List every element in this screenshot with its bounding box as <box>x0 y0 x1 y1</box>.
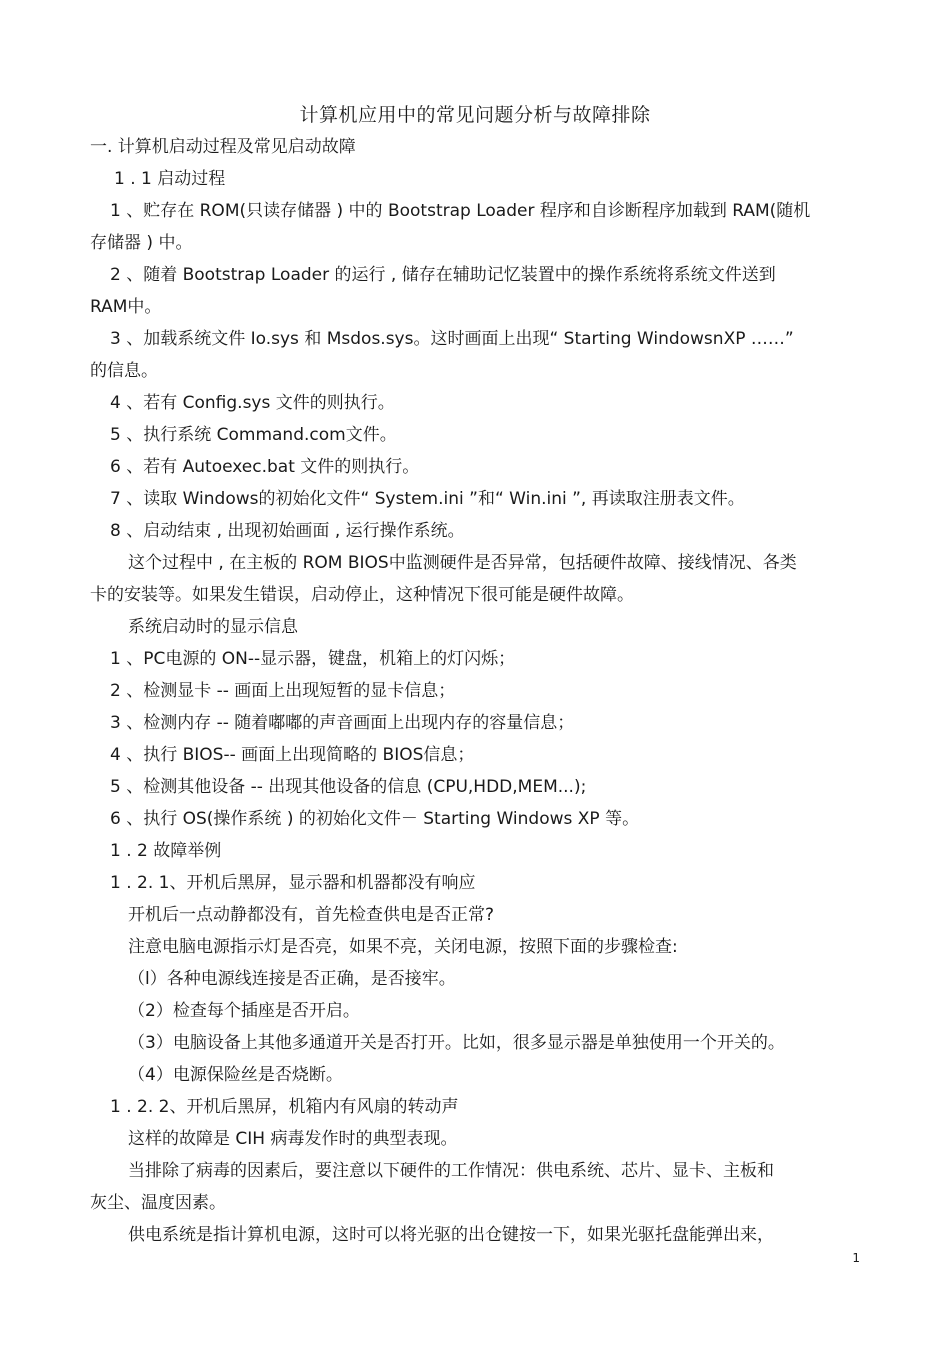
text-line: 灰尘、温度因素。 <box>90 1193 226 1213</box>
text-line: RAM中。 <box>90 297 162 317</box>
section-heading: 一. 计算机启动过程及常见启动故障 <box>90 137 356 157</box>
document-title: 计算机应用中的常见问题分析与故障排除 <box>299 104 651 126</box>
text-line: 系统启动时的显示信息 <box>128 617 298 637</box>
text-line: 这个过程中 , 在主板的 ROM BIOS中监测硬件是否异常，包括硬件故障、接线情况、各类 <box>128 553 797 573</box>
text-line: （l）各种电源线连接是否正确，是否接牢。 <box>128 969 456 989</box>
text-line: 供电系统是指计算机电源，这时可以将光驱的出仓键按一下，如果光驱托盘能弹出来， <box>128 1225 774 1245</box>
text-line: 4 、执行 BIOS-- 画面上出现简略的 BIOS信息； <box>110 745 475 765</box>
subsection-heading: 1 . 2. 2、开机后黑屏，机箱内有风扇的转动声 <box>110 1097 459 1117</box>
text-line: 7 、读取 Windows的初始化文件“ System.ini ”和“ Win.ini ”, 再读取注册表文件。 <box>110 489 745 509</box>
text-line: 存储器 ) 中。 <box>90 233 193 253</box>
text-line: 6 、执行 OS(操作系统 ) 的初始化文件－ Starting Windows XP 等。 <box>110 809 640 829</box>
text-line: 6 、若有 Autoexec.bat 文件的则执行。 <box>110 457 420 477</box>
text-line: 1 、贮存在 ROM(只读存储器 ) 中的 Bootstrap Loader 程序和自诊断程序加载到 RAM(随机 <box>110 201 811 221</box>
subsection-heading: 1 . 1 启动过程 <box>114 169 226 189</box>
text-line: 3 、加载系统文件 Io.sys 和 Msdos.sys。这时画面上出现“ Starting WindowsnXP ……” <box>110 329 794 349</box>
text-line: 的信息。 <box>90 361 158 381</box>
text-line: 5 、执行系统 Command.com文件。 <box>110 425 397 445</box>
text-line: 5 、检测其他设备 -- 出现其他设备的信息 (CPU,HDD,MEM...); <box>110 777 587 797</box>
subsection-heading: 1 . 2 故障举例 <box>110 841 222 861</box>
text-line: （2）检查每个插座是否开启。 <box>128 1001 360 1021</box>
text-line: 注意电脑电源指示灯是否亮，如果不亮，关闭电源，按照下面的步骤检查: <box>128 937 678 957</box>
text-line: 1 、PC电源的 ON--显示器，键盘，机箱上的灯闪烁； <box>110 649 516 669</box>
page-number: 1 <box>852 1251 860 1265</box>
text-line: （4）电源保险丝是否烧断。 <box>128 1065 343 1085</box>
text-line: 8 、启动结束 , 出现初始画面 , 运行操作系统。 <box>110 521 465 541</box>
text-line: 这样的故障是 CIH 病毒发作时的典型表现。 <box>128 1129 458 1149</box>
subsection-heading: 1 . 2. 1、开机后黑屏，显示器和机器都没有响应 <box>110 873 476 893</box>
text-line: 开机后一点动静都没有，首先检查供电是否正常? <box>128 905 495 925</box>
text-line: 卡的安装等。如果发生错误，启动停止，这种情况下很可能是硬件故障。 <box>90 585 634 605</box>
text-line: 4 、若有 Config.sys 文件的则执行。 <box>110 393 395 413</box>
text-line: 2 、随着 Bootstrap Loader 的运行 , 储存在辅助记忆装置中的操作系统将系统文件送到 <box>110 265 776 285</box>
text-line: 当排除了病毒的因素后，要注意以下硬件的工作情况：供电系统、芯片、显卡、主板和 <box>128 1161 774 1181</box>
text-line: （3）电脑设备上其他多通道开关是否打开。比如，很多显示器是单独使用一个开关的。 <box>128 1033 785 1053</box>
text-line: 3 、检测内存 -- 随着嘟嘟的声音画面上出现内存的容量信息； <box>110 713 575 733</box>
text-line: 2 、检测显卡 -- 画面上出现短暂的显卡信息； <box>110 681 456 701</box>
